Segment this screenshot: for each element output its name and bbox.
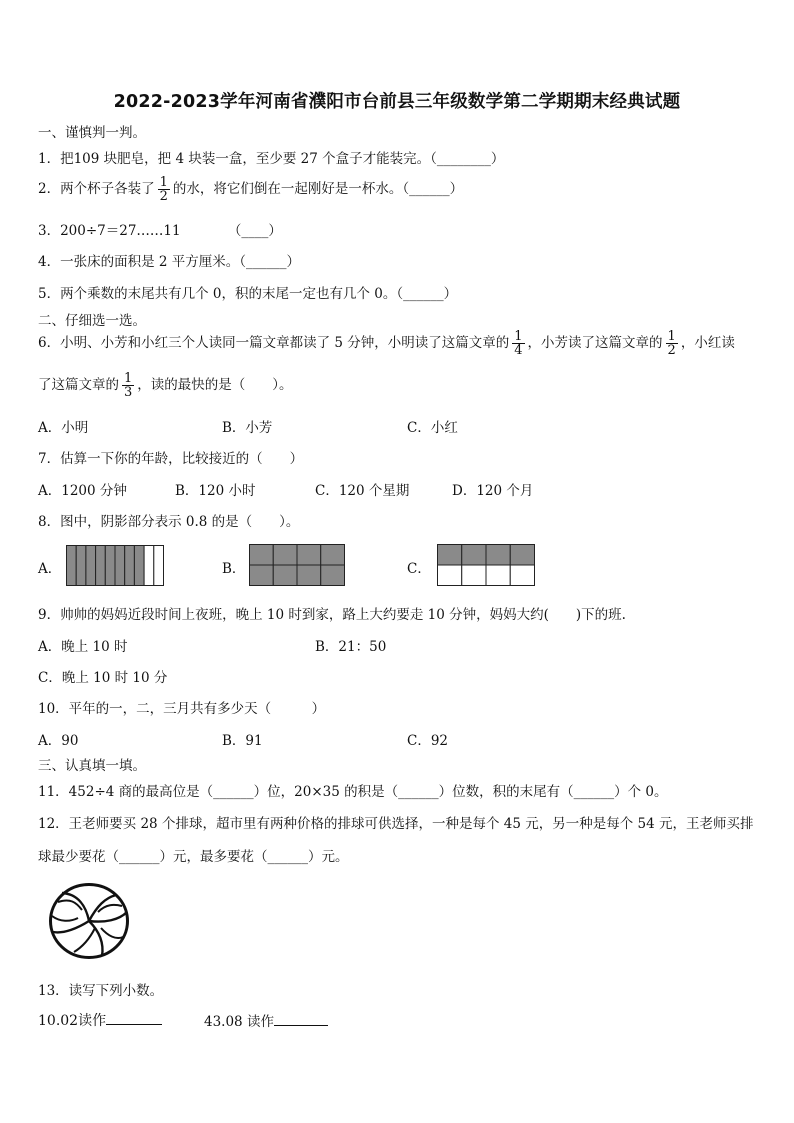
q9-option-c: C．晚上 10 时 10 分 [38,670,168,686]
section-heading-1: 一、谨慎判一判。 [38,125,146,141]
question-13: 13．读写下列小数。 [38,983,164,999]
question-10: 10．平年的一，二，三月共有多少天（ ） [38,701,326,717]
grid-c-cell-4 [510,545,534,566]
grid-b-cell-7 [297,565,321,586]
question-6-line-1 [38,330,735,357]
question-11: 11．452÷4 商的最高位是（______）位，20×35 的积是（______）位数，积的末尾有（______）个 0。 [38,784,668,800]
grid-b-cell-2 [273,545,297,566]
strip-10 [154,546,164,586]
q13-item-2 [204,1010,328,1030]
grid-c-cell-5 [438,565,462,586]
q6-option-b: B．小芳 [222,420,273,436]
question-8: 8．图中，阴影部分表示 0.8 的是（ ）。 [38,514,300,530]
question-12-line-1: 12．王老师要买 28 个排球，超市里有两种价格的排球可供选择，一种是每个 45 元，另一种是每个 54 元，王老师买排 [38,816,754,832]
answer-line-1[interactable] [106,1011,162,1025]
q10-option-b: B．91 [222,733,263,749]
fraction-half: $\frac{1}{2}$ [159,175,168,204]
q13-item-1-label: 10.02读作 [38,1013,107,1029]
question-2-text-b: 的水，将它们倒在一起刚好是一杯水。（______） [172,181,464,197]
grid-b-cell-3 [297,545,321,566]
volleyball-icon [48,882,130,960]
q8-option-a: A． [38,561,62,577]
figure-a-strips [66,545,164,586]
q6-option-c: C．小红 [407,420,458,436]
question-5: 5．两个乘数的末尾共有几个 0，积的末尾一定也有几个 0。（______） [38,286,458,302]
figure-b-grid [249,544,345,586]
question-6-text-d: 了这篇文章的 [38,377,119,393]
grid-b-cell-8 [321,565,345,586]
fraction-half-2: $\frac{1}{2}$ [667,329,676,358]
strip-2 [76,546,86,586]
question-6-text-a: 6．小明、小芳和小红三个人读同一篇文章都读了 5 分钟，小明读了这篇文章的 [38,335,510,351]
grid-c-cell-2 [462,545,486,566]
grid-b-cell-6 [273,565,297,586]
grid-c-cell-6 [462,565,486,586]
q9-option-a: A．晚上 10 时 [38,639,128,655]
strip-9 [144,546,154,586]
fraction-third: $\frac{1}{3}$ [124,371,133,400]
strip-4 [96,546,106,586]
q8-option-b: B． [222,561,246,577]
question-6-line-2 [38,372,293,399]
question-2-text-a: 2．两个杯子各装了 [38,181,155,197]
question-6-text-e: ，读的最快的是（ ）。 [137,377,293,393]
answer-line-2[interactable] [274,1012,328,1026]
q6-option-a: A．小明 [38,420,89,436]
fraction-quarter: $\frac{1}{4}$ [514,329,523,358]
grid-c-cell-3 [486,545,510,566]
q13-item-1 [38,1010,162,1030]
question-3: 3．200÷7＝27……11 （____） [38,223,282,239]
question-7: 7．估算一下你的年龄，比较接近的（ ） [38,451,304,467]
question-9: 9．帅帅的妈妈近段时间上夜班，晚上 10 时到家，路上大约要走 10 分钟，妈妈大约( )下的班. [38,607,626,623]
q7-option-b: B．120 小时 [175,483,256,499]
q10-option-a: A．90 [38,733,79,749]
grid-b-cell-1 [250,545,274,566]
section-heading-2: 二、仔细选一选。 [38,313,146,329]
question-1: 1．把109 块肥皂，把 4 块装一盒，至少要 27 个盒子才能装完。（________） [38,151,505,167]
grid-b-cell-5 [250,565,274,586]
q7-option-a: A．1200 分钟 [38,483,127,499]
figure-c-grid [437,544,535,586]
question-6-text-b: ，小芳读了这篇文章的 [527,335,663,351]
question-4: 4．一张床的面积是 2 平方厘米。（______） [38,254,301,270]
strip-8 [134,546,144,586]
q8-option-c: C． [407,561,431,577]
q7-option-c: C．120 个星期 [315,483,410,499]
q13-item-2-label: 43.08 读作 [204,1014,274,1030]
page-title: 2022-2023学年河南省濮阳市台前县三年级数学第二学期期末经典试题 [113,92,681,112]
strip-3 [86,546,96,586]
strip-6 [115,546,125,586]
question-2 [38,176,463,203]
strip-1 [67,546,77,586]
question-6-text-c: ，小红读 [680,335,735,351]
grid-c-cell-1 [438,545,462,566]
question-12-line-2: 球最少要花（______）元，最多要花（______）元。 [38,849,349,865]
strip-5 [105,546,115,586]
grid-c-cell-8 [510,565,534,586]
section-heading-3: 三、认真填一填。 [38,758,146,774]
grid-c-cell-7 [486,565,510,586]
strip-7 [125,546,135,586]
grid-b-cell-4 [321,545,345,566]
q10-option-c: C．92 [407,733,449,749]
q7-option-d: D．120 个月 [452,483,534,499]
q9-option-b: B．21：50 [315,639,387,655]
